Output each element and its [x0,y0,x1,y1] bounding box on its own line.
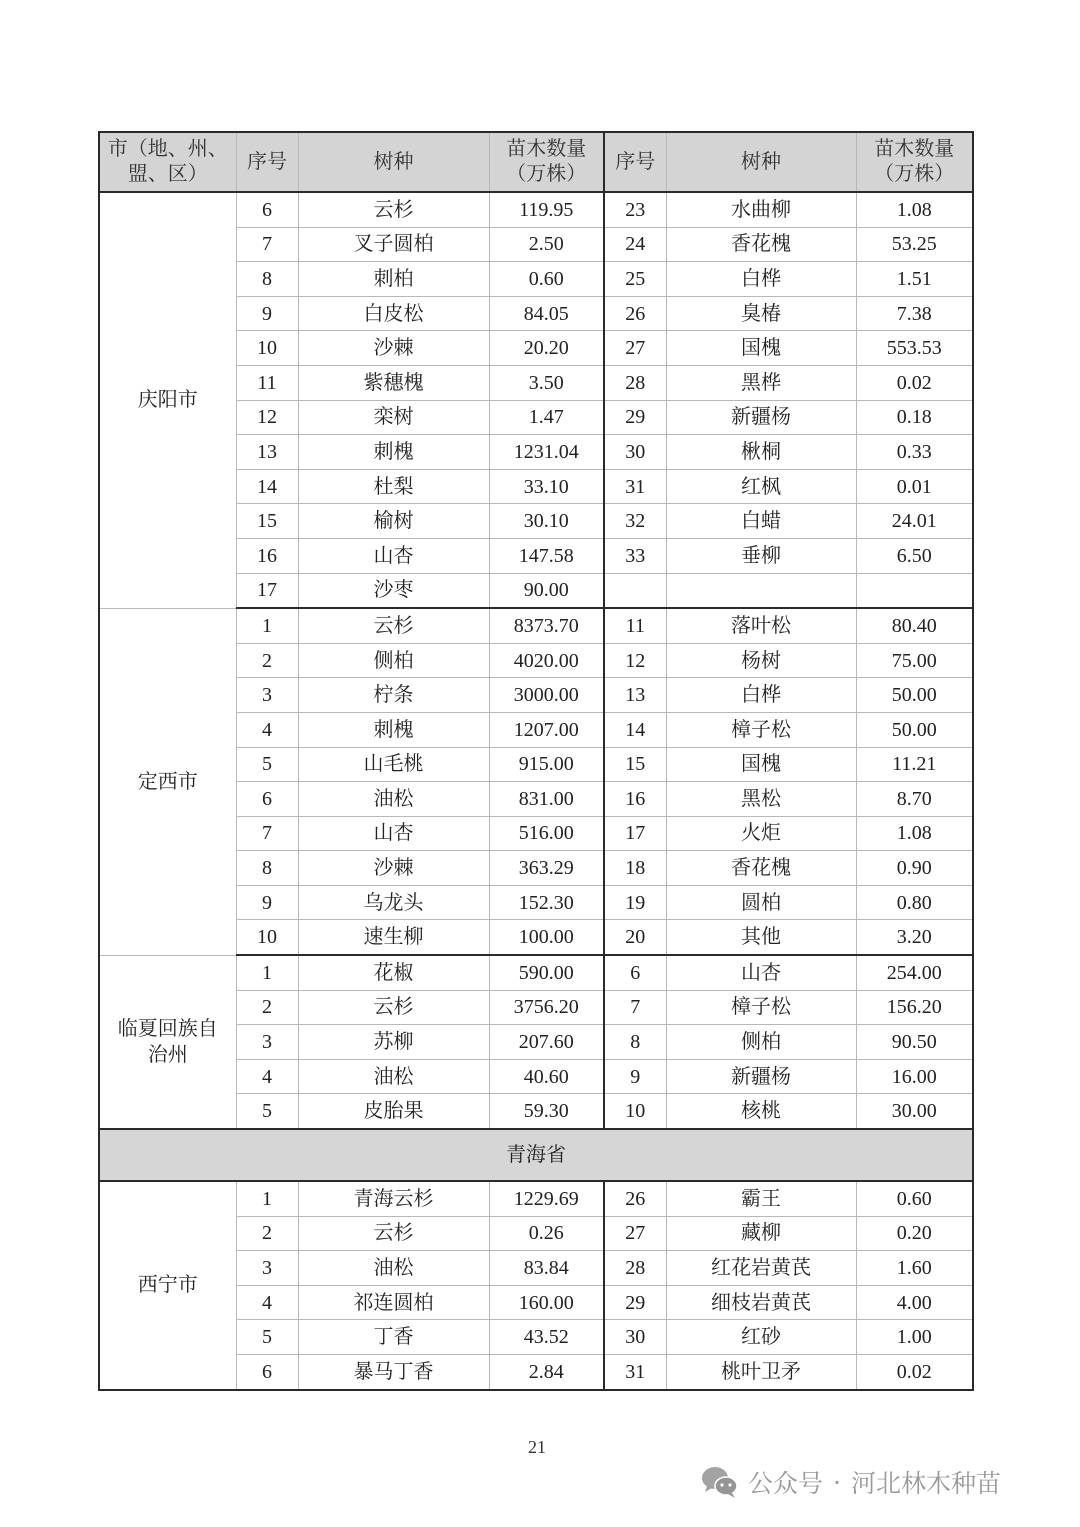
quantity-cell: 516.00 [489,816,604,851]
quantity-cell: 2.50 [489,227,604,262]
species-cell-right: 杨树 [666,643,856,678]
seq-cell: 9 [236,296,298,331]
header-quantity-right: 苗木数量（万株） [856,132,973,192]
table-body [99,192,973,1390]
species-cell-right: 新疆杨 [666,1059,856,1094]
seq-cell-right: 19 [604,885,666,920]
seq-cell: 13 [236,435,298,470]
species-cell-right: 圆柏 [666,885,856,920]
seq-cell: 7 [236,227,298,262]
seq-cell: 4 [236,1059,298,1094]
species-cell-right: 霸王 [666,1181,856,1216]
seq-cell: 5 [236,1320,298,1355]
seq-cell: 6 [236,192,298,227]
header-seq: 序号 [236,132,298,192]
quantity-cell: 831.00 [489,782,604,817]
species-cell: 刺柏 [298,262,489,297]
quantity-cell: 1229.69 [489,1181,604,1216]
seq-cell: 12 [236,400,298,435]
seq-cell: 16 [236,538,298,573]
region-cell: 西宁市 [99,1181,236,1390]
species-cell-right: 红枫 [666,469,856,504]
quantity-cell: 119.95 [489,192,604,227]
wechat-icon [700,1465,740,1499]
quantity-cell-right: 1.00 [856,1320,973,1355]
species-cell-right: 黑松 [666,782,856,817]
seq-cell-right [604,573,666,608]
nursery-stock-table [98,131,974,1391]
quantity-cell: 83.84 [489,1251,604,1286]
seq-cell-right: 27 [604,1216,666,1251]
seq-cell: 7 [236,816,298,851]
species-cell-right: 垂柳 [666,538,856,573]
quantity-cell: 100.00 [489,920,604,955]
species-cell: 刺槐 [298,712,489,747]
quantity-cell: 90.00 [489,573,604,608]
seq-cell: 5 [236,1094,298,1129]
quantity-cell: 4020.00 [489,643,604,678]
seq-cell-right: 27 [604,331,666,366]
seq-cell-right: 28 [604,1251,666,1286]
header-quantity: 苗木数量（万株） [489,132,604,192]
seq-cell: 10 [236,920,298,955]
seq-cell-right: 8 [604,1025,666,1060]
quantity-cell-right: 6.50 [856,538,973,573]
quantity-cell: 59.30 [489,1094,604,1129]
quantity-cell: 3000.00 [489,678,604,713]
quantity-cell: 43.52 [489,1320,604,1355]
table-row [99,1181,973,1216]
species-cell: 云杉 [298,1216,489,1251]
species-cell-right: 红砂 [666,1320,856,1355]
quantity-cell-right: 75.00 [856,643,973,678]
quantity-cell: 363.29 [489,851,604,886]
province-title: 青海省 [99,1129,973,1181]
seq-cell-right: 32 [604,504,666,539]
species-cell-right: 落叶松 [666,608,856,643]
species-cell-right: 水曲柳 [666,192,856,227]
species-cell: 青海云杉 [298,1181,489,1216]
quantity-cell-right: 0.18 [856,400,973,435]
seq-cell: 4 [236,1285,298,1320]
seq-cell-right: 7 [604,990,666,1025]
quantity-cell-right: 30.00 [856,1094,973,1129]
seq-cell-right: 31 [604,469,666,504]
header-species: 树种 [298,132,489,192]
seq-cell-right: 24 [604,227,666,262]
seq-cell-right: 15 [604,747,666,782]
seq-cell-right: 20 [604,920,666,955]
species-cell: 沙棘 [298,331,489,366]
table-row [99,192,973,227]
quantity-cell-right: 0.02 [856,365,973,400]
species-cell-right: 香花槐 [666,851,856,886]
species-cell-right: 国槐 [666,331,856,366]
quantity-cell-right: 50.00 [856,678,973,713]
seq-cell: 1 [236,955,298,990]
quantity-cell: 2.84 [489,1355,604,1390]
quantity-cell: 147.58 [489,538,604,573]
seq-cell-right: 6 [604,955,666,990]
quantity-cell-right: 1.08 [856,816,973,851]
species-cell-right: 新疆杨 [666,400,856,435]
seq-cell-right: 33 [604,538,666,573]
quantity-cell: 590.00 [489,955,604,990]
seq-cell: 8 [236,262,298,297]
quantity-cell-right: 50.00 [856,712,973,747]
quantity-cell: 1207.00 [489,712,604,747]
species-cell: 云杉 [298,192,489,227]
quantity-cell-right: 0.90 [856,851,973,886]
quantity-cell-right [856,573,973,608]
seq-cell: 9 [236,885,298,920]
species-cell: 柠条 [298,678,489,713]
species-cell-right: 白桦 [666,678,856,713]
seq-cell: 11 [236,365,298,400]
seq-cell: 2 [236,1216,298,1251]
quantity-cell: 0.60 [489,262,604,297]
species-cell: 山毛桃 [298,747,489,782]
seq-cell: 6 [236,1355,298,1390]
species-cell: 云杉 [298,990,489,1025]
species-cell: 云杉 [298,608,489,643]
region-cell: 临夏回族自治州 [99,955,236,1129]
seq-cell: 2 [236,990,298,1025]
seq-cell: 1 [236,1181,298,1216]
watermark-separator: · [833,1467,841,1497]
region-cell: 庆阳市 [99,192,236,608]
seq-cell-right: 26 [604,296,666,331]
species-cell: 暴马丁香 [298,1355,489,1390]
seq-cell-right: 29 [604,1285,666,1320]
species-cell: 栾树 [298,400,489,435]
quantity-cell-right: 3.20 [856,920,973,955]
seq-cell: 3 [236,1025,298,1060]
quantity-cell-right: 156.20 [856,990,973,1025]
seq-cell: 17 [236,573,298,608]
seq-cell-right: 11 [604,608,666,643]
seq-cell: 15 [236,504,298,539]
quantity-cell: 1231.04 [489,435,604,470]
watermark [700,1464,1001,1500]
species-cell: 沙棘 [298,851,489,886]
quantity-cell-right: 0.02 [856,1355,973,1390]
species-cell: 杜梨 [298,469,489,504]
seq-cell: 8 [236,851,298,886]
seq-cell-right: 10 [604,1094,666,1129]
seq-cell: 4 [236,712,298,747]
quantity-cell-right: 24.01 [856,504,973,539]
quantity-cell-right: 0.01 [856,469,973,504]
species-cell-right: 香花槐 [666,227,856,262]
seq-cell-right: 12 [604,643,666,678]
quantity-cell-right: 0.60 [856,1181,973,1216]
header-seq-right: 序号 [604,132,666,192]
seq-cell-right: 28 [604,365,666,400]
seq-cell: 3 [236,678,298,713]
page-number: 21 [528,1437,546,1457]
quantity-cell: 84.05 [489,296,604,331]
seq-cell-right: 9 [604,1059,666,1094]
species-cell: 油松 [298,1251,489,1286]
quantity-cell-right: 53.25 [856,227,973,262]
species-cell: 皮胎果 [298,1094,489,1129]
seq-cell-right: 16 [604,782,666,817]
species-cell-right: 黑桦 [666,365,856,400]
species-cell-right: 藏柳 [666,1216,856,1251]
species-cell: 刺槐 [298,435,489,470]
seq-cell-right: 14 [604,712,666,747]
species-cell: 侧柏 [298,643,489,678]
species-cell-right: 樟子松 [666,712,856,747]
quantity-cell: 0.26 [489,1216,604,1251]
quantity-cell: 3.50 [489,365,604,400]
species-cell-right [666,573,856,608]
seq-cell-right: 25 [604,262,666,297]
seq-cell: 10 [236,331,298,366]
seq-cell-right: 13 [604,678,666,713]
seq-cell: 1 [236,608,298,643]
species-cell: 花椒 [298,955,489,990]
species-cell: 白皮松 [298,296,489,331]
quantity-cell-right: 0.33 [856,435,973,470]
table-row [99,608,973,643]
species-cell: 丁香 [298,1320,489,1355]
seq-cell-right: 23 [604,192,666,227]
quantity-cell-right: 16.00 [856,1059,973,1094]
species-cell: 叉子圆柏 [298,227,489,262]
species-cell: 榆树 [298,504,489,539]
species-cell: 油松 [298,1059,489,1094]
species-cell: 苏柳 [298,1025,489,1060]
species-cell: 祁连圆柏 [298,1285,489,1320]
species-cell: 山杏 [298,538,489,573]
species-cell: 山杏 [298,816,489,851]
quantity-cell: 40.60 [489,1059,604,1094]
seq-cell-right: 18 [604,851,666,886]
quantity-cell: 33.10 [489,469,604,504]
species-cell-right: 臭椿 [666,296,856,331]
quantity-cell: 915.00 [489,747,604,782]
seq-cell-right: 31 [604,1355,666,1390]
species-cell-right: 国槐 [666,747,856,782]
quantity-cell: 30.10 [489,504,604,539]
species-cell-right: 楸桐 [666,435,856,470]
species-cell-right: 火炬 [666,816,856,851]
quantity-cell-right: 1.51 [856,262,973,297]
header-species-right: 树种 [666,132,856,192]
province-row [99,1129,973,1181]
seq-cell-right: 30 [604,1320,666,1355]
species-cell: 乌龙头 [298,885,489,920]
watermark-prefix: 公众号 [748,1469,824,1498]
seq-cell: 6 [236,782,298,817]
quantity-cell: 1.47 [489,400,604,435]
species-cell-right: 樟子松 [666,990,856,1025]
quantity-cell: 20.20 [489,331,604,366]
quantity-cell-right: 0.80 [856,885,973,920]
species-cell-right: 白桦 [666,262,856,297]
quantity-cell-right: 1.60 [856,1251,973,1286]
region-cell: 定西市 [99,608,236,955]
quantity-cell: 207.60 [489,1025,604,1060]
species-cell: 速生柳 [298,920,489,955]
quantity-cell-right: 0.20 [856,1216,973,1251]
seq-cell-right: 26 [604,1181,666,1216]
seq-cell: 2 [236,643,298,678]
species-cell-right: 山杏 [666,955,856,990]
quantity-cell: 160.00 [489,1285,604,1320]
seq-cell: 3 [236,1251,298,1286]
species-cell-right: 细枝岩黄芪 [666,1285,856,1320]
quantity-cell-right: 553.53 [856,331,973,366]
quantity-cell-right: 8.70 [856,782,973,817]
species-cell: 油松 [298,782,489,817]
species-cell-right: 核桃 [666,1094,856,1129]
quantity-cell: 3756.20 [489,990,604,1025]
species-cell-right: 桃叶卫矛 [666,1355,856,1390]
seq-cell: 14 [236,469,298,504]
quantity-cell-right: 254.00 [856,955,973,990]
quantity-cell-right: 80.40 [856,608,973,643]
species-cell-right: 侧柏 [666,1025,856,1060]
quantity-cell-right: 11.21 [856,747,973,782]
quantity-cell: 8373.70 [489,608,604,643]
quantity-cell-right: 90.50 [856,1025,973,1060]
seq-cell: 5 [236,747,298,782]
seq-cell-right: 30 [604,435,666,470]
seq-cell-right: 29 [604,400,666,435]
species-cell-right: 红花岩黄芪 [666,1251,856,1286]
quantity-cell: 152.30 [489,885,604,920]
watermark-name: 河北林木种苗 [850,1469,1001,1498]
table-row [99,955,973,990]
species-cell-right: 其他 [666,920,856,955]
quantity-cell-right: 1.08 [856,192,973,227]
header-region: 市（地、州、盟、区） [99,132,236,192]
quantity-cell-right: 7.38 [856,296,973,331]
species-cell: 沙枣 [298,573,489,608]
seq-cell-right: 17 [604,816,666,851]
quantity-cell-right: 4.00 [856,1285,973,1320]
species-cell: 紫穗槐 [298,365,489,400]
species-cell-right: 白蜡 [666,504,856,539]
table-header-row [99,132,973,192]
